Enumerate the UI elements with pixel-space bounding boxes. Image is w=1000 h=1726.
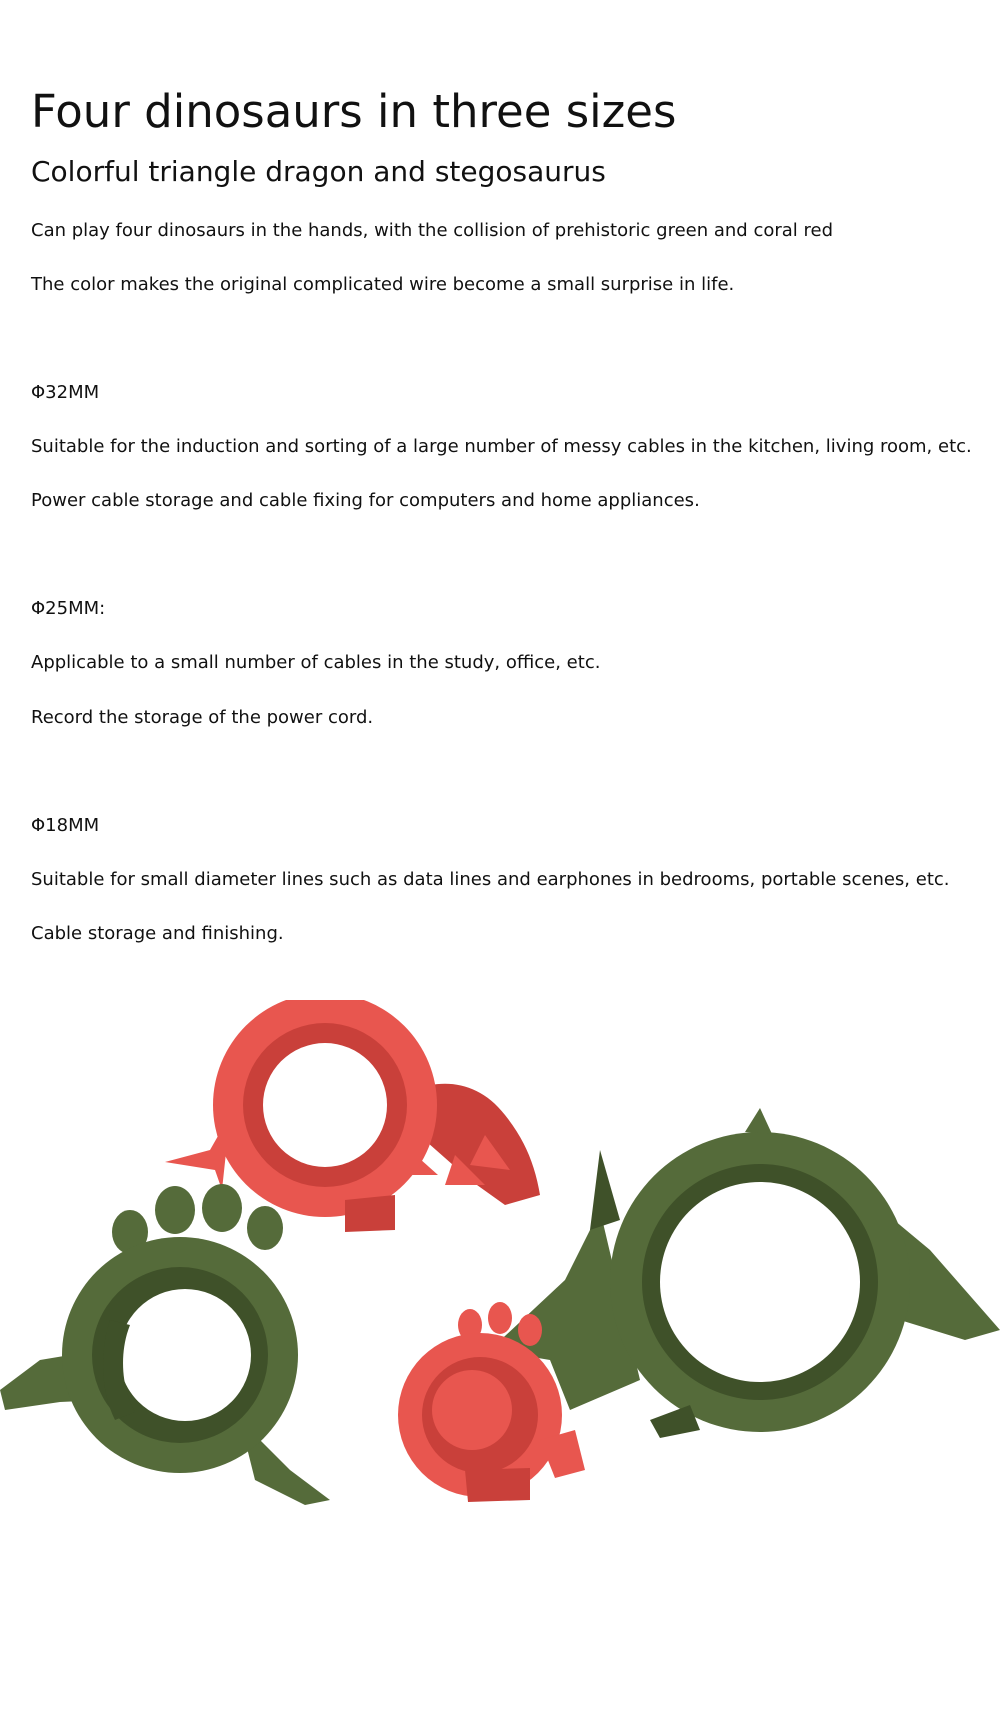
size-32mm-line-1: Suitable for the induction and sorting of a large number of messy cables in the kitchen, living room, etc. [31,436,972,457]
size-25mm-line-2: Record the storage of the power cord. [31,707,374,728]
size-25mm-line-1: Applicable to a small number of cables in the study, office, etc. [31,652,601,673]
size-18mm-line-1: Suitable for small diameter lines such as data lines and earphones in bedrooms, portable scenes, etc. [31,869,950,890]
size-label-32mm: Φ32MM [31,382,100,403]
intro-line-2: The color makes the original complicated wire become a small surprise in life. [31,274,735,295]
size-label-18mm: Φ18MM [31,815,100,836]
page-title: Four dinosaurs in three sizes [31,85,677,138]
size-label-25mm: Φ25MM: [31,598,106,619]
size-18mm-line-2: Cable storage and finishing. [31,923,284,944]
size-32mm-line-2: Power cable storage and cable fixing for computers and home appliances. [31,490,700,511]
dinosaur-cable-clips-image [0,1000,1000,1640]
green-triceratops-clip-large [490,1108,1000,1438]
intro-line-1: Can play four dinosaurs in the hands, with the collision of prehistoric green and coral red [31,220,834,241]
page-subtitle: Colorful triangle dragon and stegosaurus [31,155,606,188]
green-stegosaurus-clip [0,1184,330,1505]
